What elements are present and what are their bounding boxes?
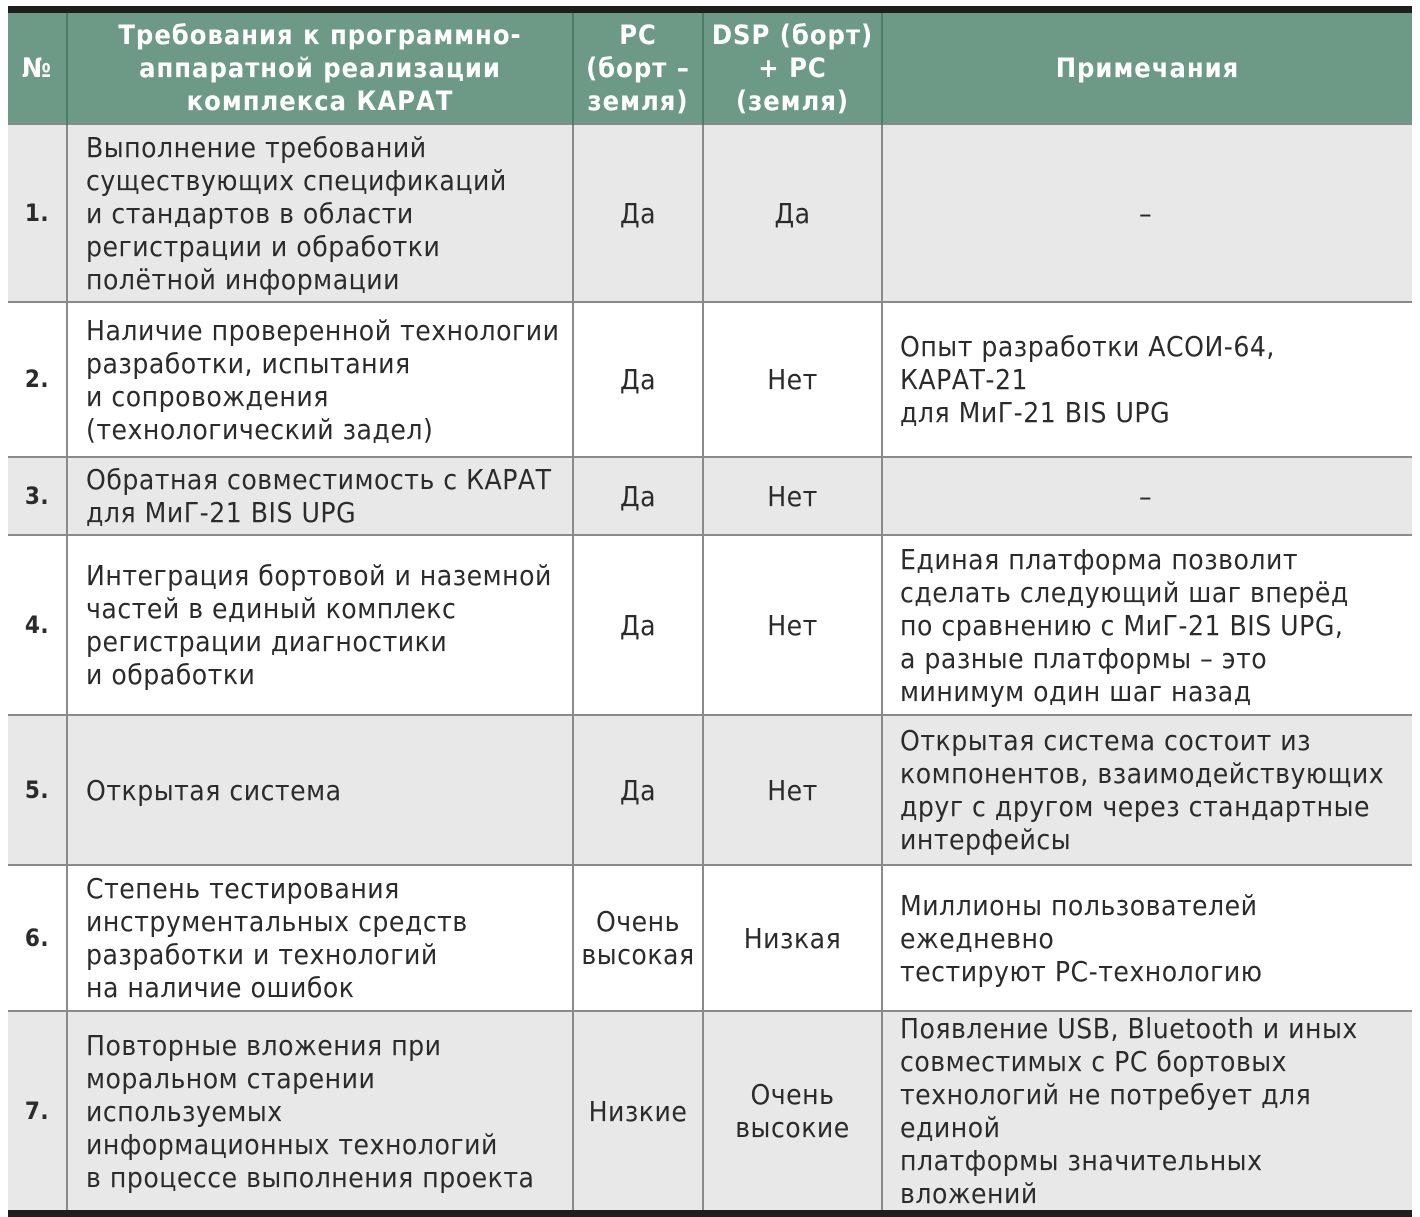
- row-number: 3.: [8, 457, 67, 535]
- notes-cell: Открытая система состоит из компонентов, взаимодействующих друг с другом через стандартные интерфейсы: [882, 715, 1412, 865]
- dsp-cell: Нет: [703, 535, 882, 715]
- table-row: [8, 302, 1412, 457]
- table-header-row: [8, 13, 1412, 124]
- table-row: [8, 715, 1412, 865]
- header-number: №: [8, 13, 67, 124]
- table-row: [8, 1011, 1412, 1210]
- comparison-table-frame: [8, 6, 1412, 1217]
- requirement-cell: Степень тестирования инструментальных средств разработки и технологий на наличие ошибок: [67, 865, 573, 1011]
- row-number: 7.: [8, 1011, 67, 1210]
- table-row: [8, 865, 1412, 1011]
- dsp-cell: Очень высокие: [703, 1011, 882, 1210]
- comparison-table: [8, 13, 1412, 1210]
- notes-cell: –: [882, 124, 1412, 302]
- requirement-cell: Интеграция бортовой и наземной частей в единый комплекс регистрации диагностики и обработки: [67, 535, 573, 715]
- requirement-cell: Повторные вложения при моральном старении используемых информационных технологий в процессе выполнения проекта: [67, 1011, 573, 1210]
- notes-cell: Опыт разработки АСОИ-64, КАРАТ-21 для МиГ-21 BIS UPG: [882, 302, 1412, 457]
- notes-cell: –: [882, 457, 1412, 535]
- pc-cell: Низкие: [573, 1011, 703, 1210]
- notes-cell: Единая платформа позволит сделать следующий шаг вперёд по сравнению с МиГ-21 BIS UPG, а разные платформы – это минимум один шаг назад: [882, 535, 1412, 715]
- dsp-cell: Нет: [703, 457, 882, 535]
- pc-cell: Да: [573, 535, 703, 715]
- dsp-cell: Нет: [703, 302, 882, 457]
- header-pc: PC (борт – земля): [573, 13, 703, 124]
- table-row: [8, 535, 1412, 715]
- table-row: [8, 457, 1412, 535]
- requirement-cell: Обратная совместимость с КАРАТ для МиГ-21 BIS UPG: [67, 457, 573, 535]
- requirement-cell: Наличие проверенной технологии разработки, испытания и сопровождения (технологический задел): [67, 302, 573, 457]
- dsp-cell: Низкая: [703, 865, 882, 1011]
- notes-cell: Миллионы пользователей ежедневно тестируют PC-технологию: [882, 865, 1412, 1011]
- header-requirement: Требования к программно- аппаратной реализации комплекса КАРАТ: [67, 13, 573, 124]
- requirement-cell: Выполнение требований существующих спецификаций и стандартов в области регистрации и обработки полётной информации: [67, 124, 573, 302]
- row-number: 6.: [8, 865, 67, 1011]
- dsp-cell: Да: [703, 124, 882, 302]
- row-number: 5.: [8, 715, 67, 865]
- pc-cell: Да: [573, 124, 703, 302]
- row-number: 2.: [8, 302, 67, 457]
- row-number: 1.: [8, 124, 67, 302]
- requirement-cell: Открытая система: [67, 715, 573, 865]
- header-dsp: DSP (борт) + PC (земля): [703, 13, 882, 124]
- pc-cell: Да: [573, 302, 703, 457]
- header-notes: Примечания: [882, 13, 1412, 124]
- pc-cell: Очень высокая: [573, 865, 703, 1011]
- row-number: 4.: [8, 535, 67, 715]
- table-row: [8, 124, 1412, 302]
- notes-cell: Появление USB, Bluetooth и иных совместимых с PC бортовых технологий не потребует для единой платформы значительных вложений: [882, 1011, 1412, 1210]
- dsp-cell: Нет: [703, 715, 882, 865]
- pc-cell: Да: [573, 457, 703, 535]
- pc-cell: Да: [573, 715, 703, 865]
